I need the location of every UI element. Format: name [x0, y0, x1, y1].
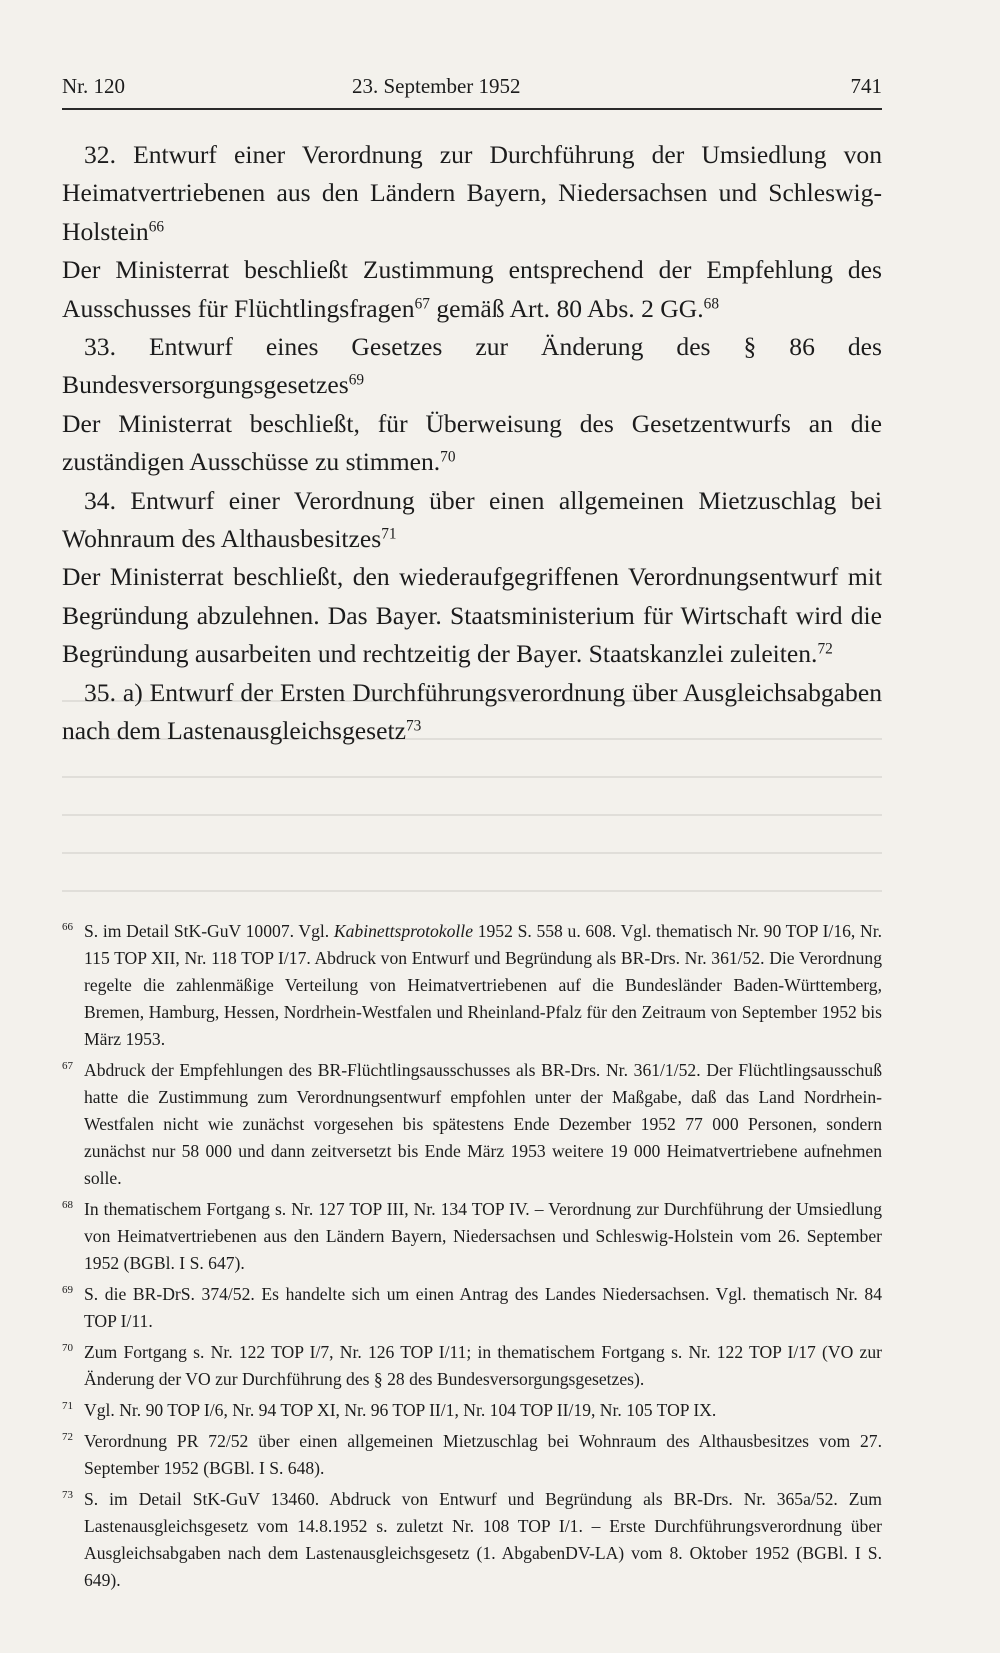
footnote-text: Abdruck der Empfehlungen des BR-Flüchtlingsausschusses als BR-Drs. Nr. 361/1/52. Der Flüchtlingsausschuß hatte die Zustimmung zum Verordnungsentwurf empfohlen unter der Maßgabe, daß das Land Nordrhein-Westfalen nicht wie zunächst vorgesehen bis spätestens Ende Dezember 1952 77 000 Personen, sondern zunächst nur 58 000 und dann zeitversetzt bis Ende März 1953 weitere 19 000 Heimatvertriebene aufnehmen solle. [84, 1060, 882, 1188]
agenda-item-35a-text: 35. a) Entwurf der Ersten Durchführungsverordnung über Ausgleichsabgaben nach dem Lastenausgleichsgesetz [62, 677, 882, 746]
footnote-text: Verordnung PR 72/52 über einen allgemeinen Mietzuschlag bei Wohnraum des Althausbesitzes vom 27. September 1952 (BGBl. I S. 648). [84, 1431, 882, 1478]
footnote-ref-68: 68 [703, 295, 719, 313]
decision-34-text: Der Ministerrat beschließt, den wiederaufgegriffenen Verordnungsentwurf mit Begründung abzulehnen. Das Bayer. Staatsministerium für Wirtschaft wird die Begründung ausarbeiten und rechtzeitig der Bayer. Staatskanzlei zuleiten. [62, 562, 882, 669]
footnote-number: 68 [62, 1199, 73, 1211]
agenda-item-35a [62, 674, 882, 751]
session-date: 23. September 1952 [352, 74, 521, 98]
footnote-text-cont: 1952 S. 558 u. 608. Vgl. thematisch Nr. 90 TOP I/16, Nr. 115 TOP XII, Nr. 118 TOP I/17. Abdruck von Entwurf und Begründung als BR-Drs. Nr. 361/52. Die Verordnung regelte die zahlenmäßige Verteilung von Heimatvertriebenen auf die Bundesländer Baden-Württemberg, Bremen, Hamburg, Hessen, Nordrhein-Westfalen und Rheinland-Pfalz für den Zeitraum von September 1952 bis März 1953. [84, 921, 883, 1049]
footnote-72 [62, 1428, 882, 1482]
protocol-number: Nr. 120 [62, 74, 125, 98]
footnote-ref-66: 66 [148, 218, 165, 236]
footnote-73 [62, 1486, 882, 1594]
footnote-number: 67 [62, 1060, 73, 1072]
decision-34 [62, 558, 882, 673]
decision-32-text-b: gemäß Art. 80 Abs. 2 GG. [429, 293, 704, 323]
main-text [62, 136, 882, 751]
footnote-text: Vgl. Nr. 90 TOP I/6, Nr. 94 TOP XI, Nr. 96 TOP II/1, Nr. 104 TOP II/19, Nr. 105 TOP IX. [84, 1400, 717, 1420]
footnote-number: 70 [62, 1342, 73, 1354]
footnote-text: S. die BR-DrS. 374/52. Es handelte sich um einen Antrag des Landes Niedersachsen. Vgl. thematisch Nr. 84 TOP I/11. [84, 1284, 882, 1331]
agenda-item-32-text: 32. Entwurf einer Verordnung zur Durchführung der Umsiedlung von Heimatvertriebenen aus den Ländern Bayern, Niedersachsen und Schleswig-Holstein [62, 140, 882, 246]
decision-32-text-a: Der Ministerrat beschließt Zustimmung entsprechend der Empfehlung des Ausschusses für Flüchtlingsfragen [62, 255, 882, 323]
footnote-71 [62, 1397, 882, 1424]
footnote-number: 66 [62, 921, 73, 933]
footnote-italic-title: Kabinettsprotokolle [333, 921, 473, 941]
page-header [62, 74, 882, 108]
decision-32 [62, 251, 882, 328]
footnote-ref-67: 67 [414, 295, 430, 313]
agenda-item-34-text: 34. Entwurf einer Verordnung über einen allgemeinen Mietzuschlag bei Wohnraum des Althausbesitzes [62, 485, 882, 554]
footnote-text: S. im Detail StK-GuV 10007. Vgl. [84, 921, 334, 941]
footnote-66 [62, 918, 882, 1053]
footnote-text: S. im Detail StK-GuV 13460. Abdruck von Entwurf und Begründung als BR-Drs. Nr. 365a/52. Zum Lastenausgleichsgesetz vom 14.8.1952 s. zuletzt Nr. 108 TOP I/1. – Erste Durchführungsverordnung über Ausgleichsabgaben nach dem Lastenausgleichsgesetz (1. AbgabenDV-LA) vom 8. Oktober 1952 (BGBl. I S. 649). [84, 1489, 882, 1590]
page-number: 741 [850, 74, 882, 98]
footnote-ref-70: 70 [440, 448, 456, 466]
agenda-item-33 [62, 328, 882, 405]
footnote-text: In thematischem Fortgang s. Nr. 127 TOP III, Nr. 134 TOP IV. – Verordnung zur Durchführung der Umsiedlung von Heimatvertriebenen aus den Ländern Bayern, Niedersachsen und Schleswig-Holstein vom 26. September 1952 (BGBl. I S. 647). [84, 1199, 882, 1273]
footnote-ref-69: 69 [348, 372, 365, 389]
agenda-item-33-text: 33. Entwurf eines Gesetzes zur Änderung des § 86 des Bundesversorgungsgesetzes [62, 332, 882, 400]
footnote-number: 71 [62, 1400, 73, 1412]
footnote-67 [62, 1057, 882, 1192]
footnote-number: 73 [62, 1489, 73, 1501]
decision-33 [62, 405, 882, 482]
footnote-69 [62, 1281, 882, 1335]
footnote-ref-71: 71 [381, 525, 397, 543]
footnote-ref-73: 73 [405, 717, 422, 735]
footnote-number: 72 [62, 1431, 73, 1443]
agenda-item-34 [62, 482, 882, 559]
header-rule [62, 108, 882, 110]
footnote-68 [62, 1196, 882, 1277]
footnotes [62, 918, 882, 1598]
footnote-text: Zum Fortgang s. Nr. 122 TOP I/7, Nr. 126 TOP I/11; in thematischem Fortgang s. Nr. 122 TOP I/17 (VO zur Änderung der VO zur Durchführung des § 28 des Bundesversorgungsgesetzes). [84, 1342, 882, 1389]
footnote-number: 69 [62, 1284, 73, 1296]
agenda-item-32 [62, 136, 882, 251]
decision-33-text: Der Ministerrat beschließt, für Überweisung des Gesetzentwurfs an die zuständigen Ausschüsse zu stimmen. [62, 408, 882, 477]
footnote-ref-72: 72 [817, 640, 833, 658]
footnote-70 [62, 1339, 882, 1393]
